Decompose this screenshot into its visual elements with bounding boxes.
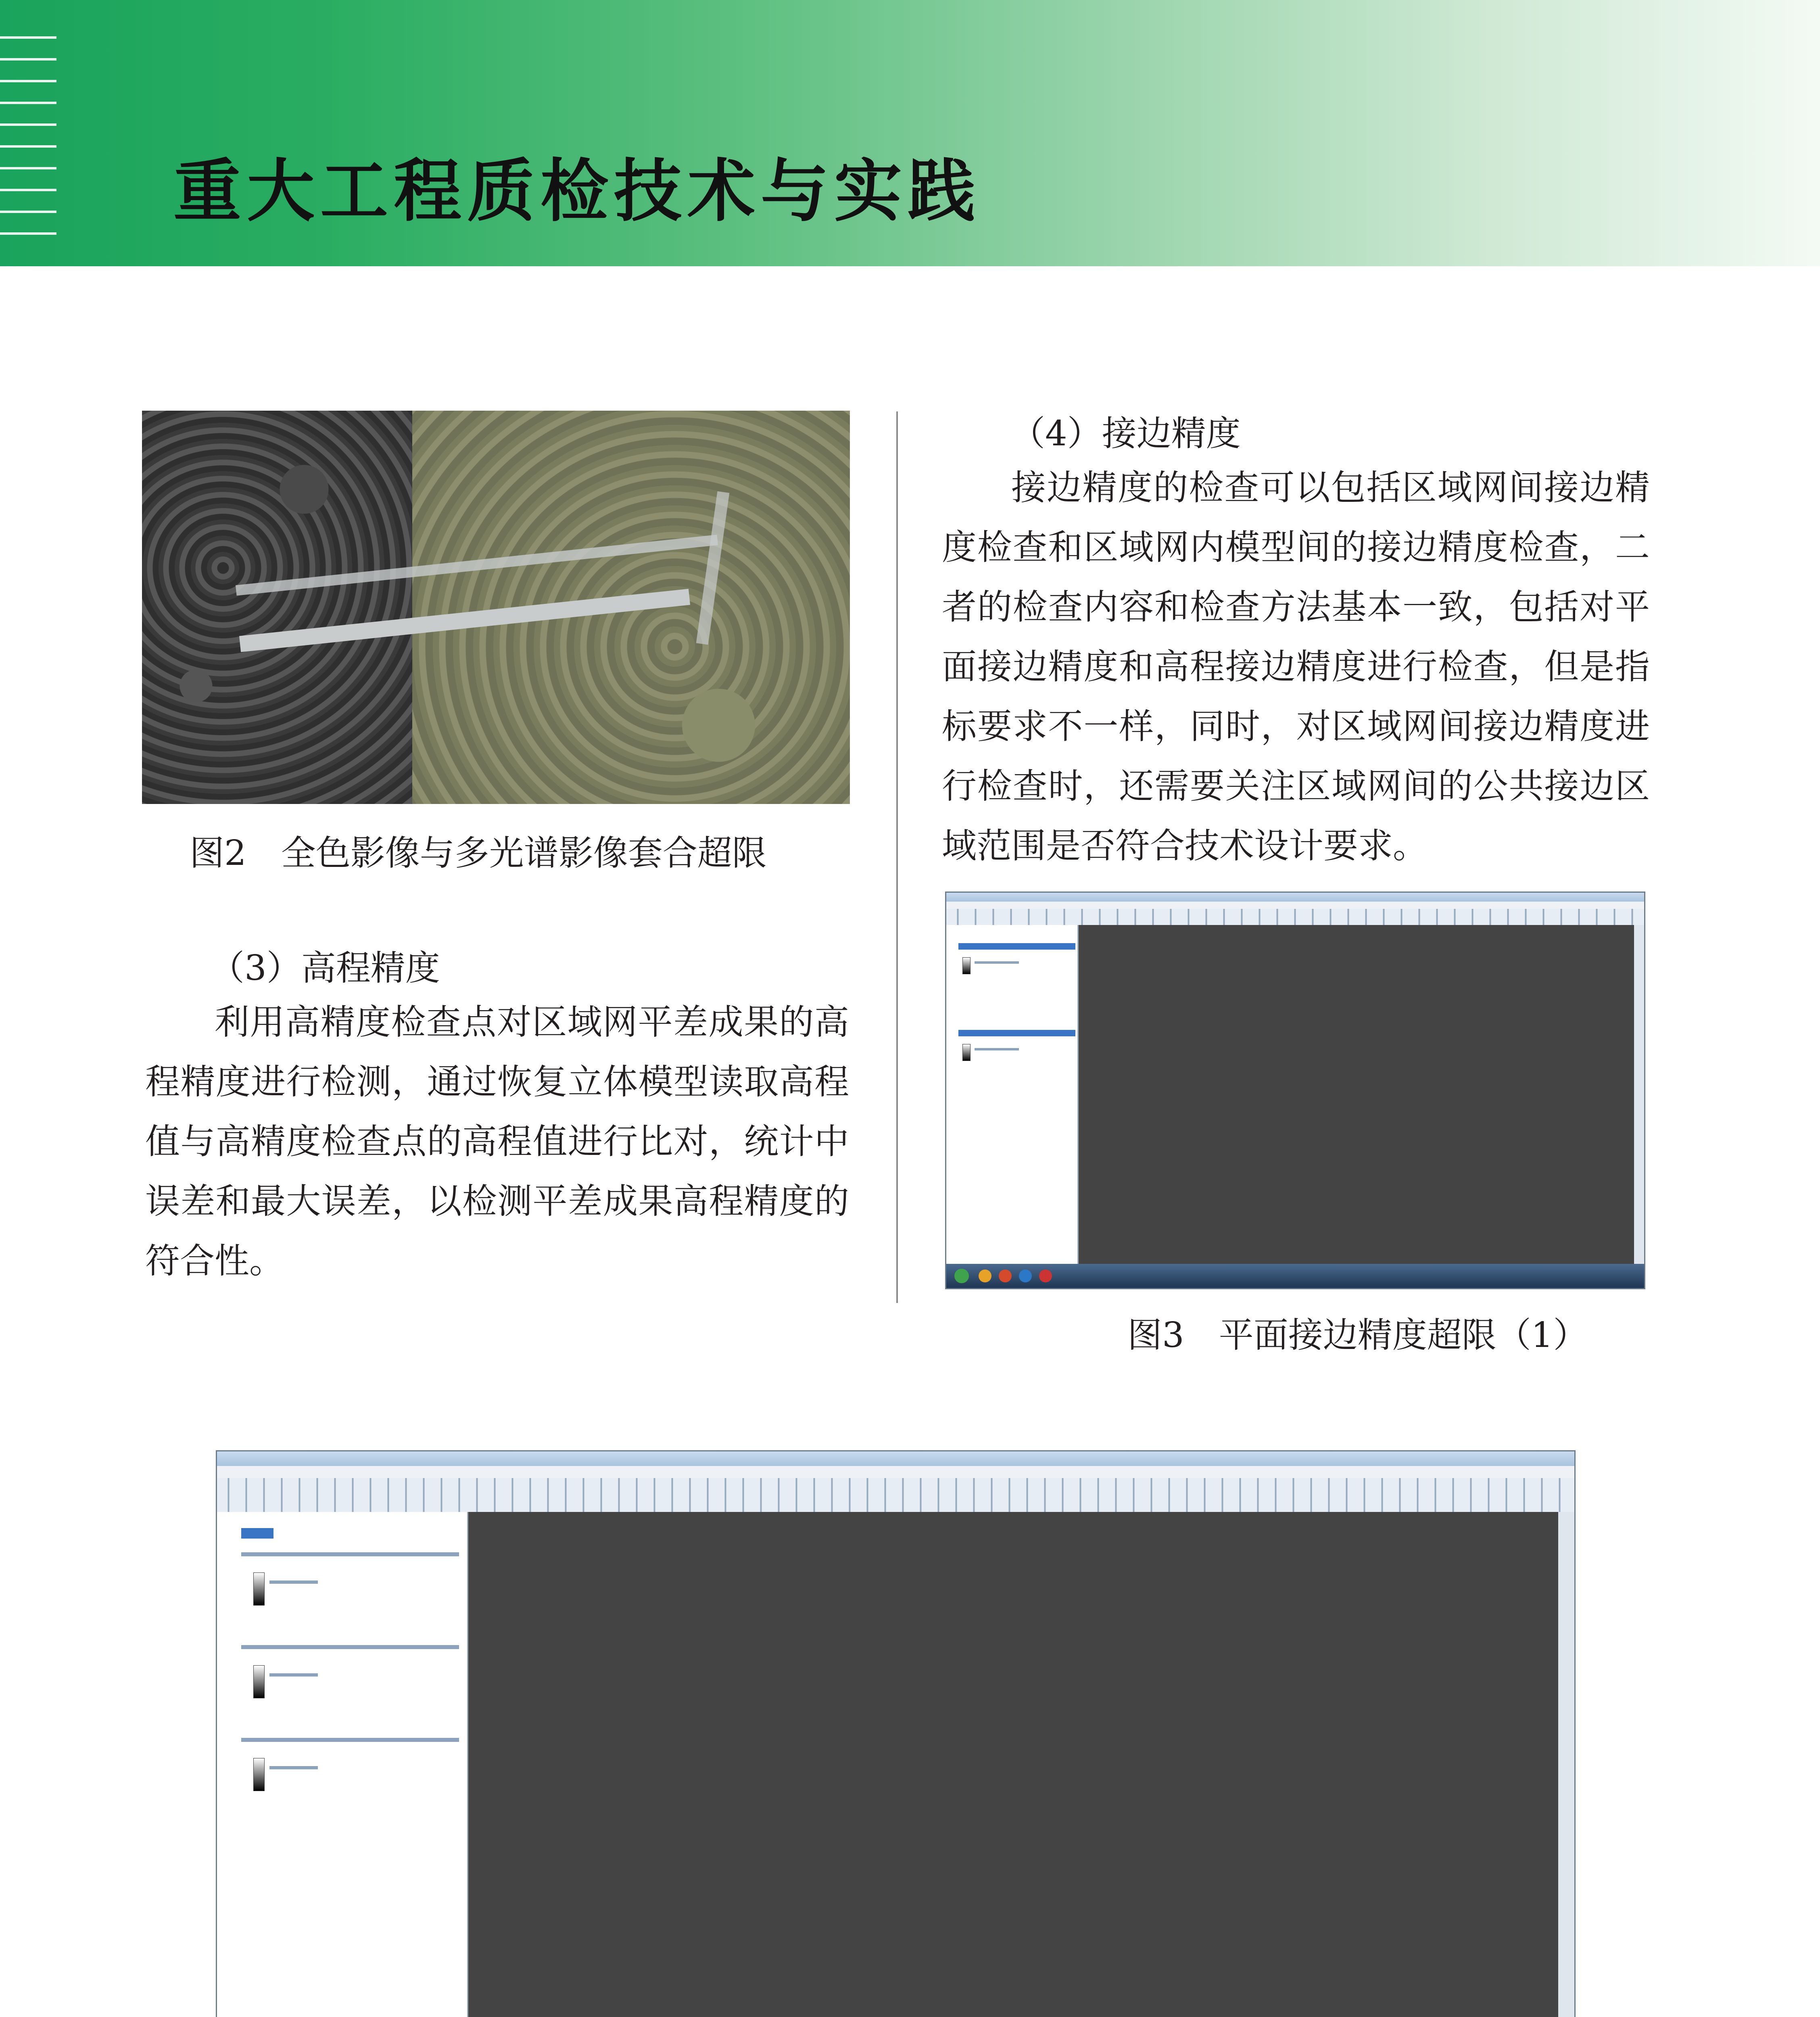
- map-view: [1079, 925, 1634, 1264]
- section-3-paragraph: 利用高精度检查点对区域网平差成果的高程精度进行检测，通过恢复立体模型读取高程值与高精度检查点的高程值进行比对，统计中误差和最大误差，以检测平差成果高程精度的符合性。: [145, 1002, 849, 1281]
- toc-label: [975, 961, 1019, 964]
- table-of-contents-panel: [946, 925, 1079, 1264]
- panchromatic-image-part: [142, 411, 412, 804]
- windows-taskbar: [946, 1264, 1644, 1288]
- table-of-contents-panel: [217, 1512, 468, 2017]
- book-title: 重大工程质检技术与实践: [173, 152, 981, 231]
- toc-color-ramp: [962, 1044, 971, 1061]
- toolbar: [217, 1478, 1574, 1512]
- window-titlebar: [946, 893, 1644, 902]
- menu-bar: [217, 1466, 1574, 1478]
- section-4-body: [942, 458, 1650, 876]
- start-icon: [954, 1269, 969, 1283]
- toc-label: [975, 1048, 1019, 1050]
- section-3-body: [145, 992, 849, 1291]
- figure-3-caption: 图3 平面接边精度超限（1）: [1127, 1315, 1588, 1355]
- app-icon: [999, 1269, 1012, 1282]
- toc-color-ramp: [253, 1572, 265, 1606]
- toc-layer-name: [241, 1645, 459, 1649]
- header-band: [0, 0, 1820, 266]
- menu-bar: [946, 902, 1644, 909]
- figure-2-satellite-image: [142, 411, 850, 804]
- window-titlebar: [217, 1451, 1574, 1466]
- toc-selected-layer: [241, 1528, 273, 1539]
- toc-layer-name: [241, 1552, 459, 1556]
- toc-color-ramp: [962, 957, 971, 974]
- toc-label: [269, 1766, 318, 1769]
- toc-layer-name: [241, 1738, 459, 1742]
- app-icon: [1019, 1269, 1032, 1282]
- app-icon: [1039, 1269, 1052, 1282]
- section-4-heading: （4）接边精度: [1010, 413, 1241, 454]
- toc-color-ramp: [253, 1758, 265, 1791]
- toc-selected-layer: [958, 1030, 1075, 1036]
- toc-color-ramp: [253, 1665, 265, 1698]
- toc-label: [269, 1581, 318, 1584]
- map-view: [468, 1512, 1558, 2017]
- toc-label: [269, 1673, 318, 1677]
- header-stripe-decoration: [0, 36, 56, 254]
- toolbar: [946, 909, 1644, 925]
- section-3-heading: （3）高程精度: [210, 948, 440, 988]
- figure-3-gis-screenshot: [945, 892, 1645, 1289]
- column-divider: [896, 411, 898, 1303]
- app-icon: [979, 1269, 991, 1282]
- section-4-paragraph: 接边精度的检查可以包括区域网间接边精度检查和区域网内模型间的接边精度检查，二者的检查内容和检查方法基本一致，包括对平面接边精度和高程接边精度进行检查，但是指标要求不一样，同时，对区域网间接边精度进行检查时，还需要关注区域网间的公共接边区域范围是否符合技术设计要求。: [942, 468, 1650, 866]
- figure-4-gis-screenshot: [216, 1450, 1576, 2017]
- toc-selected-layer: [958, 943, 1075, 950]
- figure-2-caption: 图2 全色影像与多光谱影像套合超限: [190, 833, 767, 873]
